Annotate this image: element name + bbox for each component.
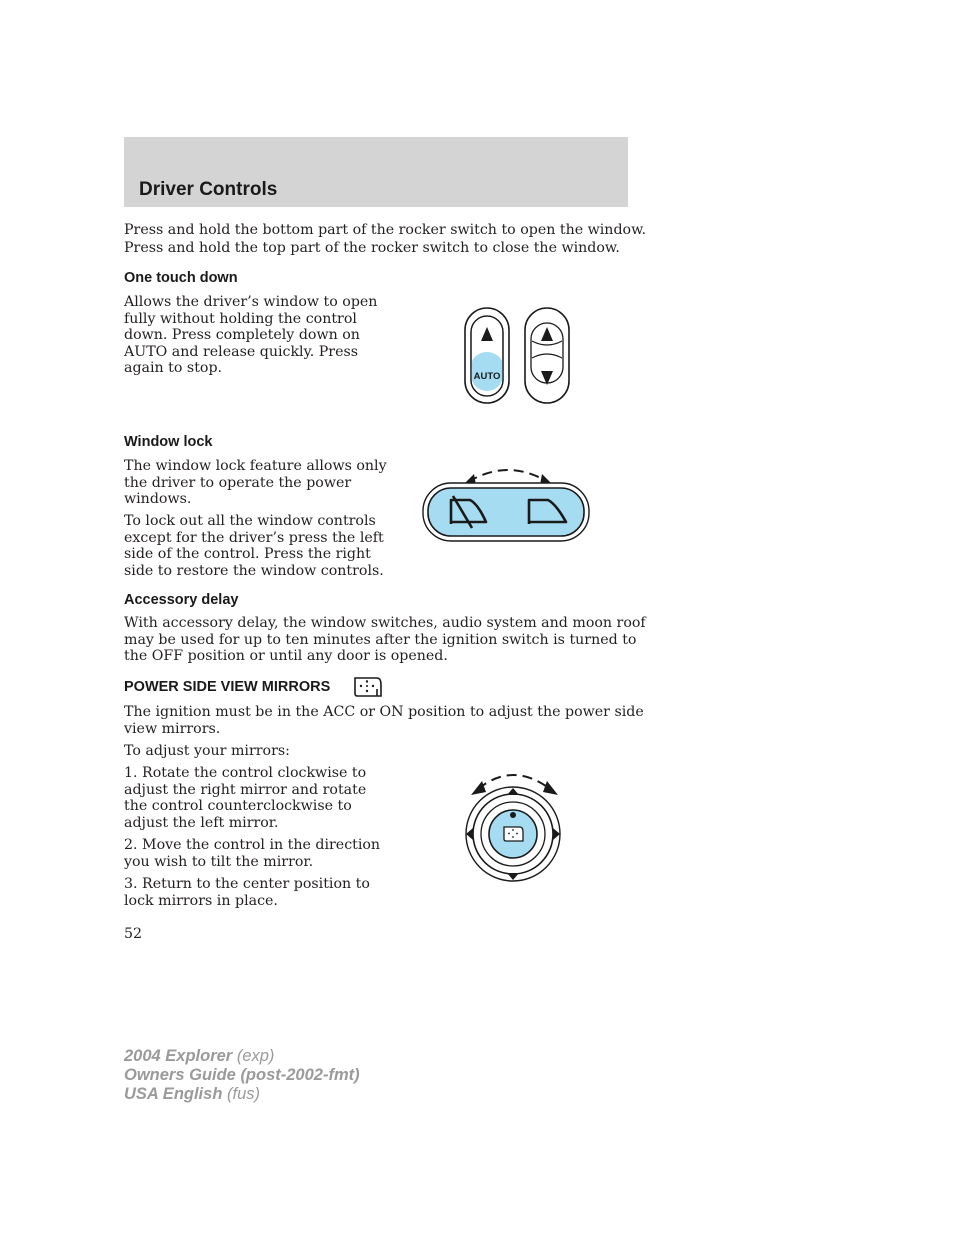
text-line: Allows the driver’s window to open <box>124 294 378 310</box>
rotate-arrow-icon <box>543 781 558 795</box>
page-title: Driver Controls <box>139 179 278 200</box>
text-line: 3. Return to the center position to <box>124 876 370 892</box>
text-line: the OFF position or until any door is opened. <box>124 648 448 665</box>
footer-line-1 <box>124 1047 360 1066</box>
one-touch-heading: One touch down <box>124 270 238 286</box>
text-line: may be used for up to ten minutes after the ignition switch is turned to <box>124 631 637 648</box>
text-line: again to stop. <box>124 360 223 377</box>
text-line: down. Press completely down on <box>124 327 360 344</box>
text-line: 1. Rotate the control clockwise to <box>124 765 367 781</box>
mirror-step-1 <box>124 765 366 831</box>
window-lock-text-1 <box>124 458 387 508</box>
text-line: To lock out all the window controls <box>124 513 376 529</box>
text-line: adjust the right mirror and rotate <box>124 781 367 798</box>
text-line: 2. Move the control in the direction <box>124 837 381 853</box>
text-line: AUTO and release quickly. Press <box>124 343 359 360</box>
text-line: the control counterclockwise to <box>124 798 352 815</box>
text-line: side to restore the window controls. <box>124 562 384 579</box>
section-header <box>124 137 628 207</box>
mirror-icon <box>504 827 523 841</box>
text-line: The window lock feature allows only <box>124 458 387 474</box>
text-line: windows. <box>124 491 192 508</box>
text-line: view mirrors. <box>124 720 221 737</box>
intro-line: Press and hold the bottom part of the rocker switch to open the window. <box>124 222 647 238</box>
mirror-step-3 <box>124 876 370 909</box>
window-lock-text-2 <box>124 513 384 579</box>
text-line: the driver to operate the power <box>124 474 352 491</box>
footer-model-code: (exp) <box>232 1047 275 1065</box>
text-line: adjust the left mirror. <box>124 814 279 831</box>
footer-model: 2004 Explorer <box>124 1047 233 1065</box>
footer-language-code: (fus) <box>222 1085 260 1103</box>
footer-language: USA English <box>124 1085 223 1103</box>
window-lock-heading: Window lock <box>124 434 213 450</box>
text-line: The ignition must be in the ACC or ON position to adjust the power side <box>124 704 644 720</box>
footer-line-2: Owners Guide (post-2002-fmt) <box>124 1066 360 1084</box>
page-number: 52 <box>124 926 143 942</box>
rotate-arrow-icon <box>471 781 486 795</box>
text-line: fully without holding the control <box>124 310 357 327</box>
document-footer <box>124 1047 360 1104</box>
intro-paragraph <box>124 222 646 257</box>
mirrors-heading: POWER SIDE VIEW MIRRORS <box>124 679 331 695</box>
accessory-delay-text <box>124 615 646 665</box>
one-touch-text <box>124 294 377 377</box>
mirror-control-illustration <box>460 765 570 885</box>
text-line: With accessory delay, the window switches, audio system and moon roof <box>124 615 646 631</box>
footer-line-3 <box>124 1085 360 1104</box>
text-line: side of the control. Press the right <box>124 546 371 563</box>
mirror-icon <box>353 675 383 699</box>
window-switch-illustration <box>460 303 575 407</box>
accessory-delay-heading: Accessory delay <box>124 592 239 608</box>
mirror-step-2 <box>124 837 380 870</box>
text-line: except for the driver’s press the left <box>124 529 384 546</box>
to-adjust-text: To adjust your mirrors: <box>124 743 290 759</box>
mirrors-intro <box>124 704 644 737</box>
auto-label: AUTO <box>473 371 501 382</box>
window-lock-illustration <box>420 460 595 546</box>
intro-line: Press and hold the top part of the rocker switch to close the window. <box>124 240 620 257</box>
text-line: you wish to tilt the mirror. <box>124 853 314 870</box>
text-line: lock mirrors in place. <box>124 892 278 909</box>
